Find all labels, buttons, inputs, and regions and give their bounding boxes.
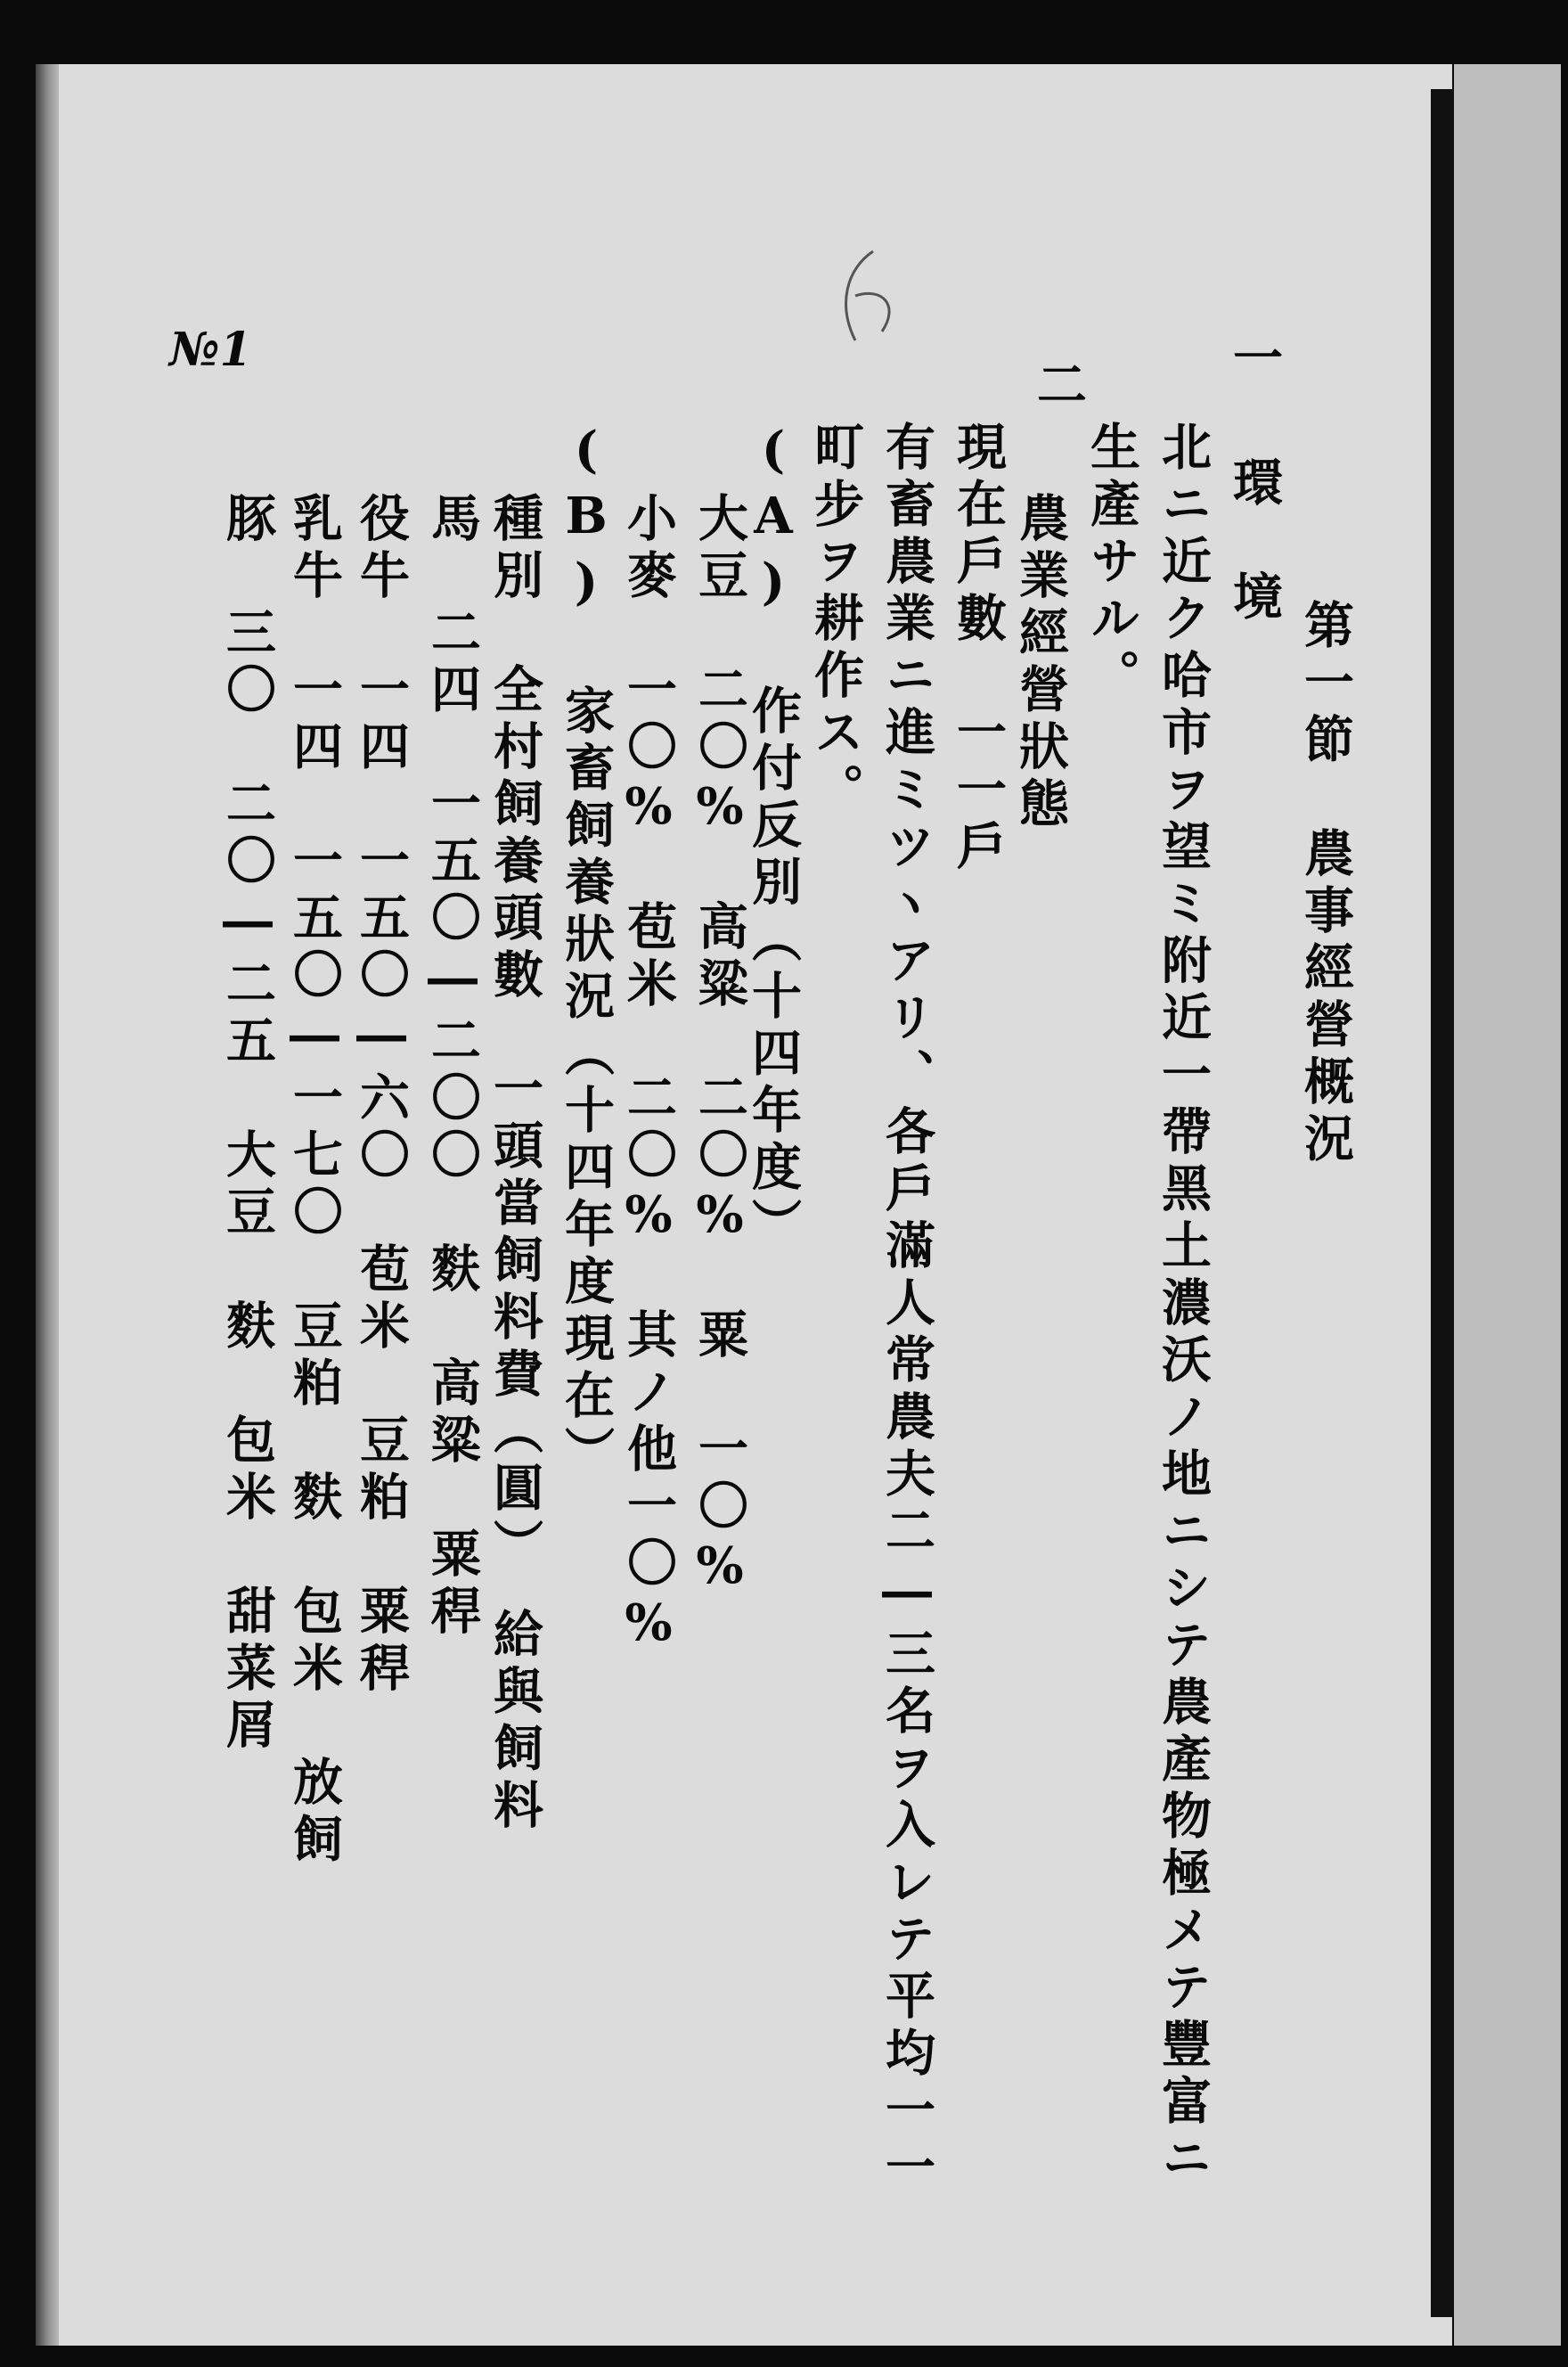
livestock-row-pig: 豚 三〇 二〇―二五 大豆 麩 包米 甜菜屑 [218,492,277,1756]
page-edge-shadow [36,64,59,2346]
crop-row-1: 大豆 二〇% 高粱 二〇% 粟 一〇% [690,492,749,1602]
document-page [36,64,1452,2346]
livestock-heading: (B) 家畜飼養狀況（十四年度現在） [557,421,616,1483]
crop-row-2: 小麥 一〇% 苞米 二〇% 其ノ他一〇% [619,492,678,1659]
pencil-annotation-mark [820,242,927,367]
household-count: 現在戶數 一一戶 [949,421,1008,877]
facing-page-edge [1454,64,1561,2346]
section-heading: 第一節 農事經營概況 [1296,599,1355,1169]
management-text-line-1: 有畜農業ニ進ミツヽアリ、各戶滿人常農夫二―三名ヲ入レテ平均一一 [878,421,936,2198]
subheading-environment: 環 境 [1225,456,1284,627]
livestock-row-horse: 馬 二四 一五〇―二〇〇 麩 高粱 粟稈 [423,492,482,1642]
page-number: №1 [169,323,252,377]
section-number-2: 二 [1029,358,1088,415]
section-number-1: 一 [1225,332,1284,389]
environment-text-line-2: 生產サル。 [1082,421,1141,706]
livestock-table-header: 種別 全村飼養頭數 一頭當飼料費（圓） 給與飼料 [486,492,544,1836]
livestock-row-draft-cattle: 役牛 一四 一五〇―六〇 苞米 豆粕 粟稈 [352,492,411,1699]
crop-area-heading: (A) 作付反別（十四年度） [744,421,803,1255]
environment-text-line-1: 北ニ近ク哈市ヲ望ミ附近一帶黑土濃沃ノ地ニシテ農產物極メテ豐富ニ [1154,421,1213,2189]
binding-shadow [1431,89,1454,2317]
management-text-line-2: 町步ヲ耕作ス。 [806,421,865,820]
subheading-farm-management: 農業經營狀態 [1011,492,1070,834]
livestock-row-dairy-cattle: 乳牛 一四 一五〇―一七〇 豆粕 麩 包米 放飼 [285,492,344,1870]
